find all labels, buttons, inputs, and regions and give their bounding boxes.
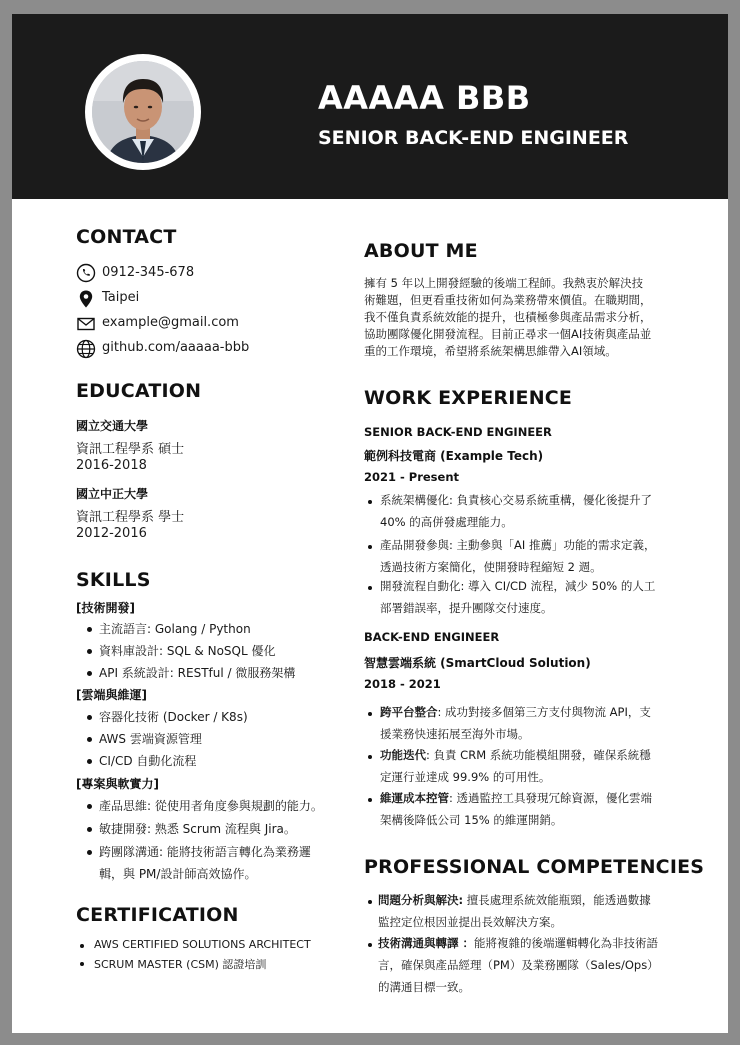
skills-heading: SKILLS: [76, 569, 151, 591]
competency-item: 問題分析與解決: 擅長處理系統效能瓶頸，能透過數據 監控定位根因並提出長效解決方案。: [378, 893, 651, 929]
skill-category: [雲端與維運]: [76, 688, 147, 702]
contact-heading: CONTACT: [76, 226, 177, 248]
globe-icon: [76, 339, 96, 359]
education-degree: 資訊工程學系 學士: [76, 510, 185, 525]
skill-item: CI/CD 自動化流程: [99, 754, 197, 768]
skill-item: 跨團隊溝通: 能將技術語言轉化為業務邏: [99, 845, 311, 859]
job-bullet: 功能迭代: 負責 CRM 系統功能模組開發，確保系統穩 定運行並達成 99.9% 的可用性。: [380, 748, 651, 784]
job-bullet: 維運成本控管: 透過監控工具發現冗餘資源，優化雲端 架構後降低公司 15% 的維運開銷。: [380, 791, 653, 827]
skill-item: API 系統設計: RESTful / 微服務架構: [99, 666, 296, 680]
resume-page: [12, 14, 728, 1033]
contact-location: Taipei: [102, 290, 140, 305]
skill-item: 容器化技術 (Docker / K8s): [99, 710, 248, 724]
mail-icon: [76, 314, 96, 334]
skill-item-continued: 輯，與 PM/設計師高效協作。: [99, 867, 257, 881]
candidate-title: SENIOR BACK-END ENGINEER: [318, 127, 629, 149]
skill-item: 敏捷開發: 熟悉 Scrum 流程與 Jira。: [99, 822, 296, 836]
contact-website[interactable]: github.com/aaaaa-bbb: [102, 340, 250, 355]
competency-item: 技術溝通與轉譯 ：能將複雜的後端邏輯轉化為非技術語 言，確保與產品經理（PM）及業務團隊（Sales/Ops） 的溝通目標一致。: [378, 936, 659, 994]
job-period: 2021 - Present: [364, 470, 460, 484]
certification-item: AWS CERTIFIED SOLUTIONS ARCHITECT: [94, 938, 311, 951]
job-bullet: 跨平台整合: 成功對接多個第三方支付與物流 API，支 援業務快速拓展至海外市場。: [380, 705, 651, 741]
education-school: 國立中正大學: [76, 487, 149, 501]
job-company: 智慧雲端系統 (SmartCloud Solution): [364, 656, 591, 670]
resume-header: [12, 14, 728, 199]
education-heading: EDUCATION: [76, 380, 202, 402]
work-heading: WORK EXPERIENCE: [364, 387, 573, 409]
skill-category: [專案與軟實力]: [76, 777, 159, 791]
certification-heading: CERTIFICATION: [76, 904, 239, 926]
certification-item: SCRUM MASTER (CSM) 認證培訓: [94, 958, 267, 971]
skill-item: 資料庫設計: SQL & NoSQL 優化: [99, 644, 276, 658]
education-years: 2016-2018: [76, 458, 147, 473]
education-degree: 資訊工程學系 碩士: [76, 442, 185, 457]
education-school: 國立交通大學: [76, 419, 149, 433]
location-pin-icon: [76, 289, 96, 309]
job-period: 2018 - 2021: [364, 677, 441, 691]
about-text: 擁有 5 年以上開發經驗的後端工程師。我熱衷於解決技 術難題，但更看重技術如何為業務帶來價值。在職期間， 我不僅負責系統效能的提升，也積極參與產品需求分析， 協助團隊優化開發流程。目前正尋求一個AI技術與產品並 重的工作環境，希望將系統架構思維帶入AI領域。: [364, 276, 652, 358]
contact-email[interactable]: example@gmail.com: [102, 315, 239, 330]
skill-item: 主流語言: Golang / Python: [99, 622, 251, 636]
candidate-name: AAAAA BBB: [318, 79, 531, 117]
profile-photo: [85, 54, 201, 170]
skill-item: 產品思維: 從使用者角度參與規劃的能力。: [99, 799, 323, 813]
education-years: 2012-2016: [76, 526, 147, 541]
job-company: 範例科技電商 (Example Tech): [364, 449, 544, 463]
job-role: BACK-END ENGINEER: [364, 630, 500, 644]
contact-phone: 0912-345-678: [102, 265, 195, 280]
about-heading: ABOUT ME: [364, 240, 478, 262]
job-role: SENIOR BACK-END ENGINEER: [364, 425, 552, 439]
skill-category: [技術開發]: [76, 601, 135, 615]
phone-icon: [76, 263, 96, 283]
job-bullet: 產品開發參與: 主動參與「AI 推薦」功能的需求定義， 透過技術方案簡化，使開發時程縮短 2 週。: [380, 538, 656, 574]
skill-item: AWS 雲端資源管理: [99, 732, 202, 746]
job-bullet: 系統架構優化: 負責核心交易系統重構，優化後提升了 40% 的高併發處理能力。: [380, 493, 653, 529]
job-bullet: 開發流程自動化: 導入 CI/CD 流程，減少 50% 的人工 部署錯誤率，提升團隊交付速度。: [380, 579, 656, 615]
competencies-heading: PROFESSIONAL COMPETENCIES: [364, 856, 705, 878]
